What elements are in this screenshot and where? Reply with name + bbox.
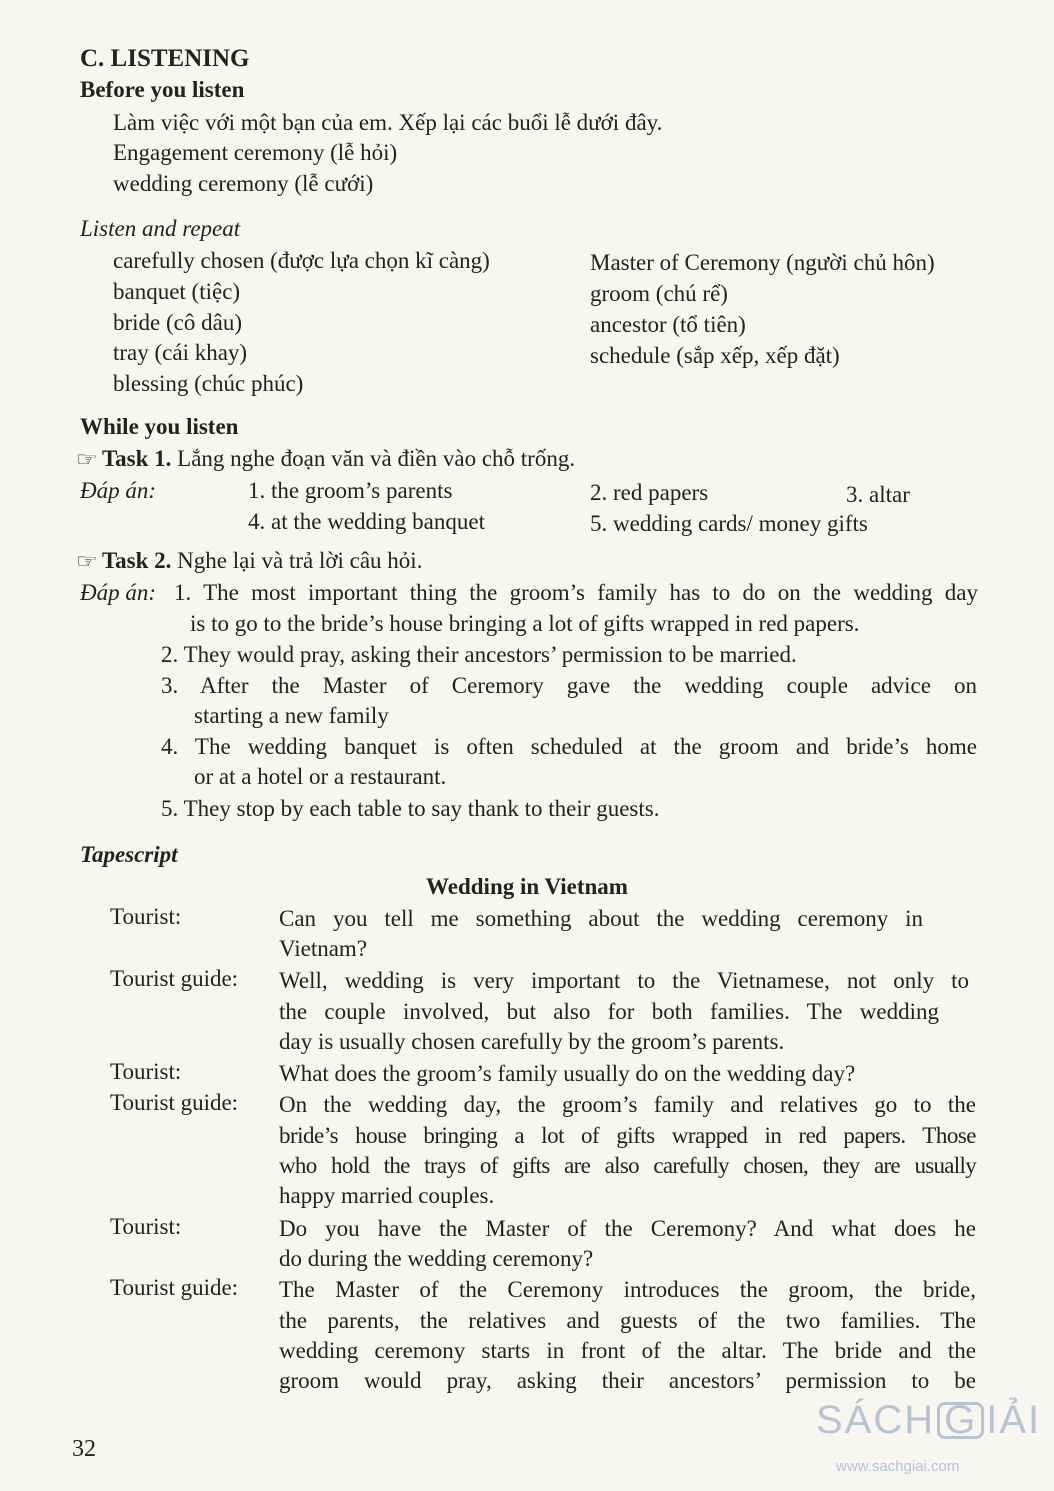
dialogue-line: Well, wedding is very important to the Vietnamese, not only to bbox=[279, 968, 969, 993]
tapescript-title: Wedding in Vietnam bbox=[426, 874, 628, 899]
task2-answer-1-line2: is to go to the bride’s house bringing a lot of gifts wrapped in red papers. bbox=[190, 611, 860, 636]
task2-answer-4-line2: or at a hotel or a restaurant. bbox=[194, 764, 447, 789]
tapescript-heading: Tapescript bbox=[80, 842, 178, 867]
listen-repeat-heading: Listen and repeat bbox=[80, 216, 241, 241]
dialogue-line: Vietnam? bbox=[279, 936, 368, 961]
before-you-listen-heading: Before you listen bbox=[80, 77, 245, 102]
task2-line bbox=[75, 546, 423, 578]
task1-line bbox=[75, 444, 576, 476]
before-line-wedding: wedding ceremony (lễ cưới) bbox=[113, 171, 374, 196]
vocab-left-item: tray (cái khay) bbox=[113, 340, 248, 365]
dialogue-speaker: Tourist guide: bbox=[110, 1275, 239, 1300]
dialogue-line: What does the groom’s family usually do on the wedding day? bbox=[279, 1061, 856, 1086]
vocab-left-item: blessing (chúc phúc) bbox=[113, 371, 304, 396]
dialogue-line: do during the wedding ceremony? bbox=[279, 1246, 594, 1271]
watermark-logo-right: IẢI bbox=[986, 1398, 1042, 1442]
before-line-instruction: Làm việc với một bạn của em. Xếp lại các buổi lễ dưới đây. bbox=[113, 110, 663, 135]
vocab-right-item: Master of Ceremony (người chủ hôn) bbox=[590, 250, 935, 275]
dialogue-line: the couple involved, but also for both families. The wedding bbox=[279, 999, 939, 1024]
watermark-logo-box: G bbox=[937, 1402, 984, 1439]
pointing-hand-icon: ☞ bbox=[75, 551, 99, 573]
task2-label: Task 2. bbox=[101, 548, 172, 573]
vocab-left-item: bride (cô dâu) bbox=[113, 310, 242, 335]
watermark-url: www.sachgiai.com bbox=[836, 1458, 960, 1475]
dialogue-speaker: Tourist guide: bbox=[110, 1090, 239, 1115]
vocab-left-item: banquet (tiệc) bbox=[113, 279, 241, 304]
task2-answer-2: 2. They would pray, asking their ancestors’ permission to be married. bbox=[161, 642, 797, 667]
task1-answer-2: 2. red papers bbox=[590, 480, 709, 505]
task1-answer-1: 1. the groom’s parents bbox=[248, 478, 453, 503]
dialogue-line: wedding ceremony starts in front of the altar. The bride and the bbox=[279, 1338, 976, 1363]
task2-instruction: Nghe lại và trả lời câu hỏi. bbox=[177, 548, 423, 573]
dialogue-line: Do you have the Master of the Ceremony? And what does he bbox=[279, 1216, 976, 1241]
task1-label: Task 1. bbox=[101, 446, 172, 471]
task1-instruction: Lắng nghe đoạn văn và điền vào chỗ trống. bbox=[177, 446, 576, 471]
task2-answer-5: 5. They stop by each table to say thank to their guests. bbox=[161, 796, 660, 821]
dialogue-speaker: Tourist: bbox=[110, 1059, 182, 1084]
task2-answer-3-line2: starting a new family bbox=[194, 703, 389, 728]
vocab-right-item: groom (chú rể) bbox=[590, 281, 728, 306]
dialogue-line: Can you tell me something about the wedding ceremony in bbox=[279, 906, 923, 931]
dialogue-speaker: Tourist guide: bbox=[110, 966, 239, 991]
vocab-left-item: carefully chosen (được lựa chọn kĩ càng) bbox=[113, 248, 490, 273]
dialogue-line: The Master of the Ceremony introduces the groom, the bride, bbox=[279, 1277, 976, 1302]
dialogue-speaker: Tourist: bbox=[110, 1214, 182, 1239]
dialogue-line: the parents, the relatives and guests of the two families. The bbox=[279, 1308, 976, 1333]
dialogue-line: bride’s house bringing a lot of gifts wrapped in red papers. Those bbox=[279, 1123, 976, 1148]
dialogue-line: day is usually chosen carefully by the groom’s parents. bbox=[279, 1029, 785, 1054]
task2-answer-4-line1: 4. The wedding banquet is often scheduled at the groom and bride’s home bbox=[161, 734, 977, 759]
before-line-engagement: Engagement ceremony (lễ hỏi) bbox=[113, 140, 398, 165]
page-number: 32 bbox=[72, 1436, 96, 1462]
section-title: C. LISTENING bbox=[80, 45, 250, 72]
dialogue-speaker: Tourist: bbox=[110, 904, 182, 929]
task1-answer-5: 5. wedding cards/ money gifts bbox=[590, 511, 868, 536]
task2-answer-1-line1: 1. The most important thing the groom’s family has to do on the wedding day bbox=[174, 580, 978, 605]
watermark-logo-left: SÁCH bbox=[816, 1398, 936, 1442]
vocab-right-item: schedule (sắp xếp, xếp đặt) bbox=[590, 343, 840, 368]
watermark-logo bbox=[816, 1398, 1042, 1442]
dialogue-line: groom would pray, asking their ancestors’ permission to be bbox=[279, 1368, 976, 1393]
task1-answer-label: Đáp án: bbox=[80, 478, 157, 503]
task2-answer-3-line1: 3. After the Master of Ceremory gave the wedding couple advice on bbox=[161, 673, 977, 698]
pointing-hand-icon: ☞ bbox=[75, 449, 99, 471]
task2-answer-label: Đáp án: bbox=[80, 580, 157, 605]
dialogue-line: who hold the trays of gifts are also carefully chosen, they are usually bbox=[279, 1153, 976, 1178]
while-you-listen-heading: While you listen bbox=[80, 414, 239, 439]
task1-answer-3: 3. altar bbox=[846, 482, 910, 507]
task1-answer-4: 4. at the wedding banquet bbox=[248, 509, 485, 534]
dialogue-line: happy married couples. bbox=[279, 1183, 495, 1208]
vocab-right-item: ancestor (tổ tiên) bbox=[590, 312, 746, 337]
dialogue-line: On the wedding day, the groom’s family and relatives go to the bbox=[279, 1092, 976, 1117]
